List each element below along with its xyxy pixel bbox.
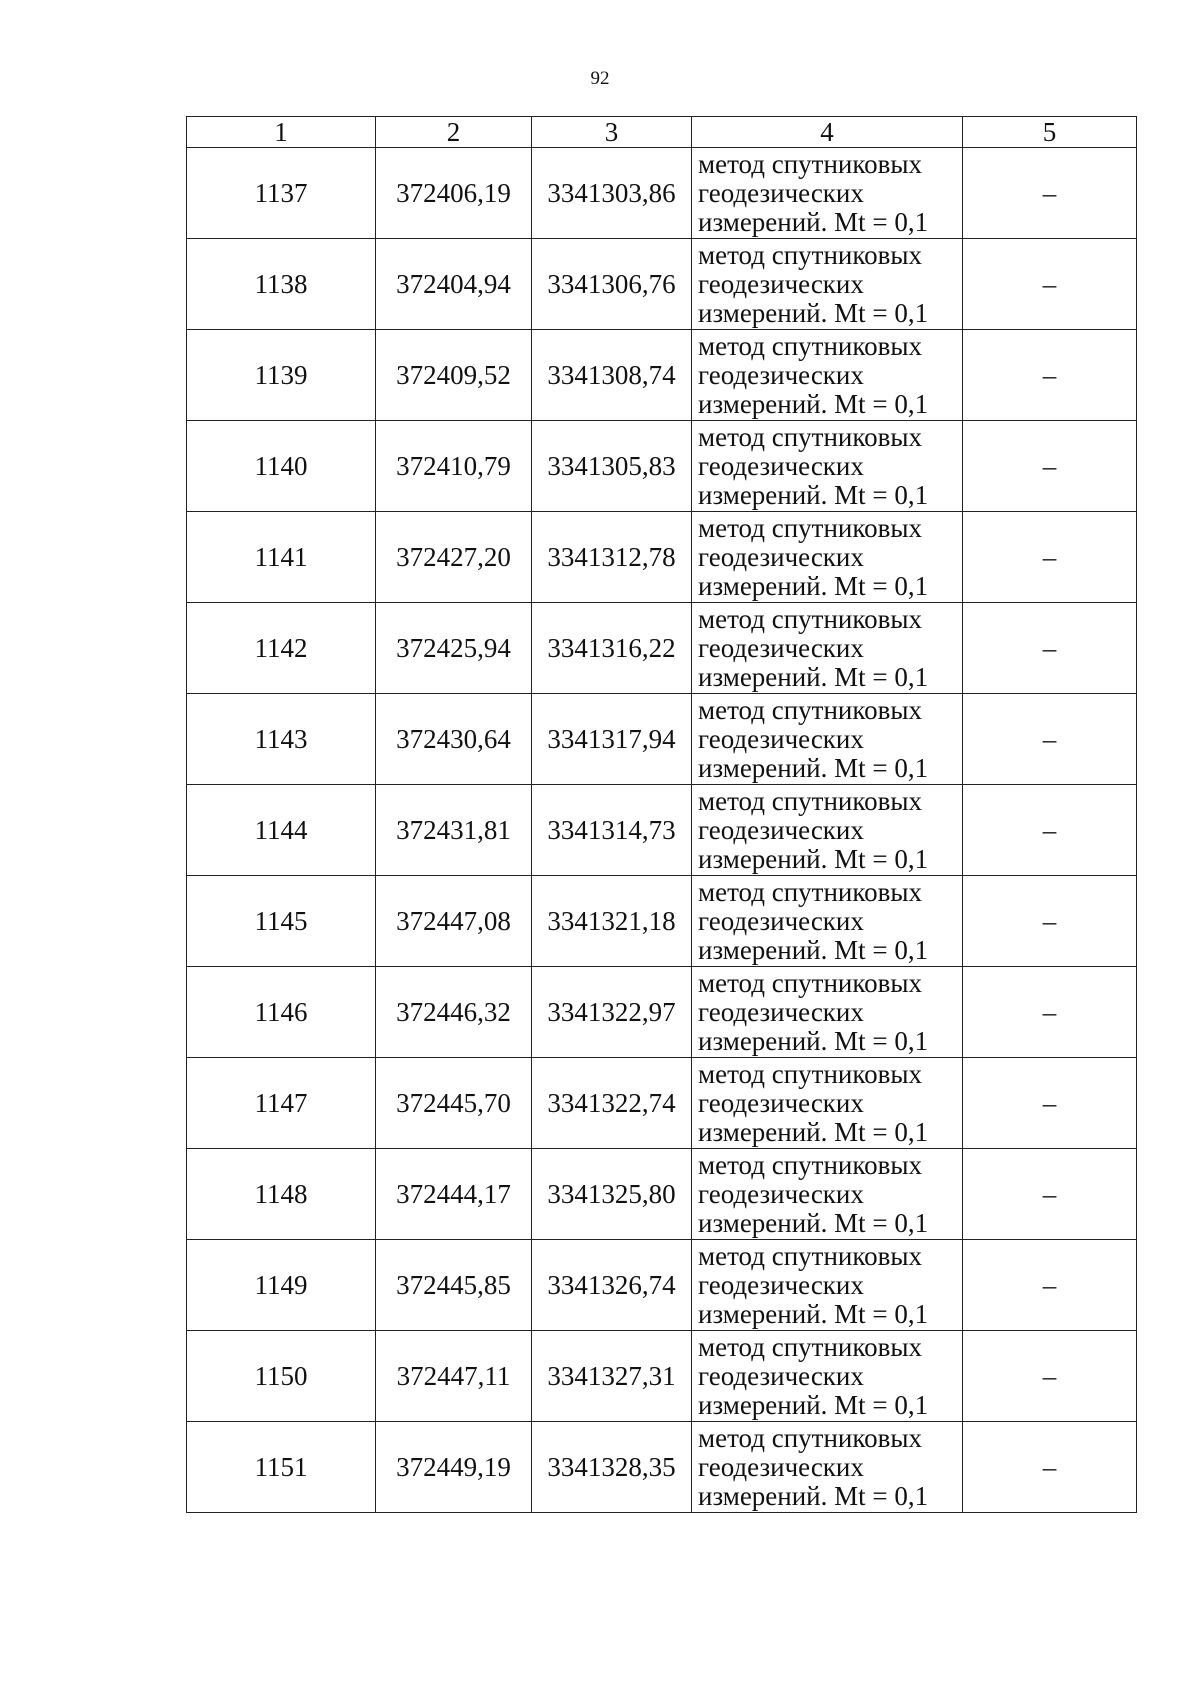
method-text-line: измерений. Mt = 0,1 — [698, 843, 929, 874]
method-text-line: геодезических — [698, 1360, 864, 1391]
point-number-cell: 1145 — [187, 876, 376, 967]
method-cell — [692, 603, 963, 694]
x-coordinate-cell: 372404,94 — [376, 239, 532, 330]
note-cell: – — [963, 1058, 1137, 1149]
table-row — [187, 694, 1137, 785]
point-number-cell: 1150 — [187, 1331, 376, 1422]
method-cell — [692, 512, 963, 603]
method-text-line: измерений. Mt = 0,1 — [698, 1480, 929, 1511]
note-cell: – — [963, 967, 1137, 1058]
header-col-4: 4 — [692, 117, 963, 148]
x-coordinate-cell: 372409,52 — [376, 330, 532, 421]
method-cell — [692, 1331, 963, 1422]
y-coordinate-cell: 3341303,86 — [532, 148, 692, 239]
table-row — [187, 239, 1137, 330]
y-coordinate-cell: 3341322,74 — [532, 1058, 692, 1149]
method-cell — [692, 694, 963, 785]
method-cell — [692, 330, 963, 421]
method-cell — [692, 1240, 963, 1331]
method-text-line: геодезических — [698, 814, 864, 845]
y-coordinate-cell: 3341325,80 — [532, 1149, 692, 1240]
table-row — [187, 421, 1137, 512]
note-cell: – — [963, 694, 1137, 785]
table-row — [187, 603, 1137, 694]
method-text-line: геодезических — [698, 177, 864, 208]
method-text-line: геодезических — [698, 905, 864, 936]
point-number-cell: 1144 — [187, 785, 376, 876]
note-cell: – — [963, 330, 1137, 421]
x-coordinate-cell: 372445,85 — [376, 1240, 532, 1331]
x-coordinate-cell: 372444,17 — [376, 1149, 532, 1240]
point-number-cell: 1148 — [187, 1149, 376, 1240]
method-cell — [692, 967, 963, 1058]
method-text-line: метод спутниковых — [698, 148, 922, 179]
table-row — [187, 785, 1137, 876]
point-number-cell: 1139 — [187, 330, 376, 421]
method-text-line: геодезических — [698, 268, 864, 299]
y-coordinate-cell: 3341326,74 — [532, 1240, 692, 1331]
method-cell — [692, 148, 963, 239]
point-number-cell: 1143 — [187, 694, 376, 785]
method-text-line: измерений. Mt = 0,1 — [698, 1298, 929, 1329]
table-body — [187, 148, 1137, 1513]
table-row — [187, 330, 1137, 421]
table-row — [187, 148, 1137, 239]
note-cell: – — [963, 1149, 1137, 1240]
table-row — [187, 1422, 1137, 1513]
method-text-line: метод спутниковых — [698, 1149, 922, 1180]
method-text-line: измерений. Mt = 0,1 — [698, 661, 929, 692]
x-coordinate-cell: 372430,64 — [376, 694, 532, 785]
method-text-line: геодезических — [698, 723, 864, 754]
method-text-line: измерений. Mt = 0,1 — [698, 570, 929, 601]
header-col-2: 2 — [376, 117, 532, 148]
method-text-line: метод спутниковых — [698, 1240, 922, 1271]
point-number-cell: 1147 — [187, 1058, 376, 1149]
method-text-line: геодезических — [698, 1451, 864, 1482]
x-coordinate-cell: 372425,94 — [376, 603, 532, 694]
table-row — [187, 512, 1137, 603]
method-text-line: геодезических — [698, 632, 864, 663]
y-coordinate-cell: 3341314,73 — [532, 785, 692, 876]
method-text-line: метод спутниковых — [698, 1058, 922, 1089]
table-row — [187, 1149, 1137, 1240]
x-coordinate-cell: 372449,19 — [376, 1422, 532, 1513]
table-header — [187, 117, 1137, 148]
method-text-line: метод спутниковых — [698, 694, 922, 725]
method-cell — [692, 239, 963, 330]
method-text-line: метод спутниковых — [698, 967, 922, 998]
method-text-line: измерений. Mt = 0,1 — [698, 1025, 929, 1056]
x-coordinate-cell: 372406,19 — [376, 148, 532, 239]
y-coordinate-cell: 3341312,78 — [532, 512, 692, 603]
note-cell: – — [963, 1331, 1137, 1422]
method-text-line: метод спутниковых — [698, 330, 922, 361]
method-text-line: геодезических — [698, 1269, 864, 1300]
note-cell: – — [963, 421, 1137, 512]
method-text-line: геодезических — [698, 450, 864, 481]
table-row — [187, 1240, 1137, 1331]
method-text-line: измерений. Mt = 0,1 — [698, 297, 929, 328]
note-cell: – — [963, 1240, 1137, 1331]
point-number-cell: 1151 — [187, 1422, 376, 1513]
method-text-line: метод спутниковых — [698, 785, 922, 816]
method-text-line: геодезических — [698, 541, 864, 572]
x-coordinate-cell: 372446,32 — [376, 967, 532, 1058]
method-cell — [692, 421, 963, 512]
x-coordinate-cell: 372447,11 — [376, 1331, 532, 1422]
y-coordinate-cell: 3341306,76 — [532, 239, 692, 330]
method-text-line: измерений. Mt = 0,1 — [698, 388, 929, 419]
note-cell: – — [963, 512, 1137, 603]
point-number-cell: 1142 — [187, 603, 376, 694]
method-text-line: измерений. Mt = 0,1 — [698, 934, 929, 965]
header-row — [187, 117, 1137, 148]
point-number-cell: 1141 — [187, 512, 376, 603]
method-text-line: метод спутниковых — [698, 1422, 922, 1453]
method-text-line: геодезических — [698, 1178, 864, 1209]
page-number: 92 — [590, 68, 610, 89]
method-text-line: метод спутниковых — [698, 239, 922, 270]
method-cell — [692, 876, 963, 967]
method-text-line: метод спутниковых — [698, 876, 922, 907]
point-number-cell: 1137 — [187, 148, 376, 239]
method-text-line: измерений. Mt = 0,1 — [698, 1389, 929, 1420]
method-text-line: метод спутниковых — [698, 1331, 922, 1362]
point-number-cell: 1146 — [187, 967, 376, 1058]
method-text-line: метод спутниковых — [698, 421, 922, 452]
x-coordinate-cell: 372431,81 — [376, 785, 532, 876]
y-coordinate-cell: 3341327,31 — [532, 1331, 692, 1422]
header-col-1: 1 — [187, 117, 376, 148]
y-coordinate-cell: 3341308,74 — [532, 330, 692, 421]
point-number-cell: 1149 — [187, 1240, 376, 1331]
method-text-line: измерений. Mt = 0,1 — [698, 752, 929, 783]
method-cell — [692, 1058, 963, 1149]
point-number-cell: 1138 — [187, 239, 376, 330]
y-coordinate-cell: 3341305,83 — [532, 421, 692, 512]
y-coordinate-cell: 3341328,35 — [532, 1422, 692, 1513]
method-text-line: измерений. Mt = 0,1 — [698, 206, 929, 237]
method-text-line: измерений. Mt = 0,1 — [698, 479, 929, 510]
y-coordinate-cell: 3341316,22 — [532, 603, 692, 694]
point-number-cell: 1140 — [187, 421, 376, 512]
method-text-line: измерений. Mt = 0,1 — [698, 1116, 929, 1147]
x-coordinate-cell: 372410,79 — [376, 421, 532, 512]
x-coordinate-cell: 372427,20 — [376, 512, 532, 603]
table-row — [187, 967, 1137, 1058]
method-text-line: измерений. Mt = 0,1 — [698, 1207, 929, 1238]
note-cell: – — [963, 1422, 1137, 1513]
y-coordinate-cell: 3341321,18 — [532, 876, 692, 967]
method-cell — [692, 1422, 963, 1513]
table-row — [187, 1058, 1137, 1149]
y-coordinate-cell: 3341317,94 — [532, 694, 692, 785]
note-cell: – — [963, 876, 1137, 967]
method-text-line: метод спутниковых — [698, 512, 922, 543]
header-col-5: 5 — [963, 117, 1137, 148]
method-text-line: геодезических — [698, 996, 864, 1027]
table-row — [187, 876, 1137, 967]
note-cell: – — [963, 603, 1137, 694]
coordinates-table — [186, 116, 1137, 1513]
note-cell: – — [963, 785, 1137, 876]
header-col-3: 3 — [532, 117, 692, 148]
method-text-line: геодезических — [698, 1087, 864, 1118]
table-row — [187, 1331, 1137, 1422]
note-cell: – — [963, 148, 1137, 239]
note-cell: – — [963, 239, 1137, 330]
method-cell — [692, 1149, 963, 1240]
y-coordinate-cell: 3341322,97 — [532, 967, 692, 1058]
x-coordinate-cell: 372447,08 — [376, 876, 532, 967]
method-text-line: метод спутниковых — [698, 603, 922, 634]
method-cell — [692, 785, 963, 876]
method-text-line: геодезических — [698, 359, 864, 390]
x-coordinate-cell: 372445,70 — [376, 1058, 532, 1149]
